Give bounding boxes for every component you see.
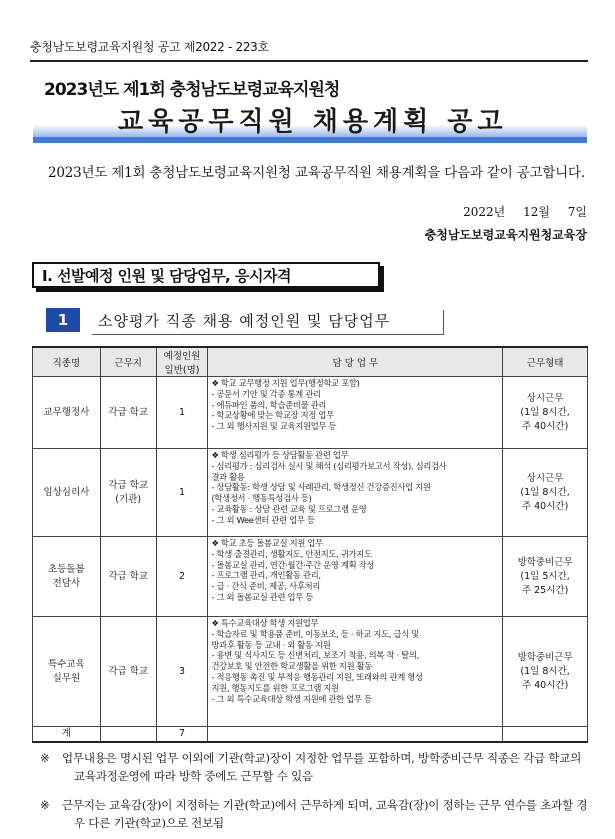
duty-line: - 에듀파인 품의, 학습준비물 관리 xyxy=(211,399,327,410)
header-rule xyxy=(30,60,588,62)
note-1-mark: ※ xyxy=(40,751,50,765)
total-count: 7 xyxy=(156,727,208,743)
cell-place: 각급 학교 xyxy=(100,537,156,617)
cell-count: 1 xyxy=(156,449,208,537)
note-2-text: 근무지는 교육감(장)이 지정하는 기관(학교)에서 근무하게 되며, 교육감(장)이 정하는 근무 연수를 초과할 경우 다른 기관(학교)으로 전보됨 xyxy=(62,798,588,830)
header-count-line2: 일반(명) xyxy=(164,365,200,376)
table-total-row xyxy=(33,727,588,743)
duty-line: - 학생 출결관리, 생활지도, 안전지도, 귀가지도 xyxy=(211,548,372,559)
subsection-heading: 소양평가 직종 채용 예정인원 및 담당업무 xyxy=(98,312,391,330)
cell-duty xyxy=(208,537,503,617)
intro-paragraph: 2023년도 제1회 충청남도보령교육지원청 교육공무직원 채용계획을 다음과 같이 공고합니다. xyxy=(48,165,585,181)
cell-job: 특수교육 실무원 xyxy=(33,617,101,727)
duty-line: - 그 외 행사지원 및 교육지원업무 등 xyxy=(211,421,337,432)
duty-line: - 용변 및 식사지도 등 신변처리, 보조기 착용, 의복 착 · 탈의, xyxy=(211,650,419,661)
document-number: 충청남도보령교육지원청 공고 제2022 - 223호 xyxy=(30,40,269,54)
total-empty-1 xyxy=(100,727,156,743)
note-1 xyxy=(40,749,588,785)
cell-form: 방학중비근무 (1일 5시간, 주 25시간) xyxy=(503,537,588,617)
subsection-divider xyxy=(443,310,444,335)
header-count xyxy=(156,347,208,377)
header-place: 근무지 xyxy=(100,347,156,377)
duty-line: - 공문서 기안 및 각종 통계 관리 xyxy=(211,388,321,399)
cell-count: 2 xyxy=(156,537,208,617)
cell-duty xyxy=(208,377,503,449)
total-empty-2 xyxy=(208,727,503,743)
total-empty-3 xyxy=(503,727,588,743)
cell-duty xyxy=(208,449,503,537)
duty-line: - 그 외 특수교육대상 학생 지원에 관한 업무 등 xyxy=(211,693,372,704)
duty-line: - 학습자료 및 학용품 준비, 이동보조, 등 · 하교 지도, 급식 및 xyxy=(211,628,419,639)
note-2 xyxy=(40,796,588,832)
table-row xyxy=(33,449,588,537)
duty-line: 결과 활용 xyxy=(211,471,245,482)
duty-line: - 상담활동: 학생 상담 및 사례관리, 학생정신 건강증진사업 지원 xyxy=(211,482,431,493)
duty-line: 지원, 행동지도를 위한 프로그램 지원 xyxy=(211,682,339,693)
recruitment-table xyxy=(32,346,588,743)
header-job: 직종명 xyxy=(33,347,101,377)
cell-job: 교무행정사 xyxy=(33,377,101,449)
cell-form: 방학중비근무 (1일 8시간, 주 40시간) xyxy=(503,617,588,727)
table-header-row xyxy=(33,347,588,377)
duty-line: - 심리평가 : 심리검사 실시 및 해석 (심리평가보고서 작성), 심리검사 xyxy=(211,460,447,471)
section-heading: Ⅰ. 선발예정 인원 및 담당업무, 응시자격 xyxy=(42,267,291,285)
total-label: 계 xyxy=(33,727,101,743)
duty-line: ❖ 학생 심리평가 등 상담활동 관련 업무 xyxy=(211,450,349,460)
issuer-name: 충청남도보령교육지원청교육장 xyxy=(424,228,587,242)
page-title: 교육공무직원 채용계획 공고 xyxy=(118,107,508,137)
header-form: 근무형태 xyxy=(503,347,588,377)
duty-line: ❖ 학교 교무행정 지원 업무(행정학교 포함) xyxy=(211,378,360,388)
cell-place: 각급 학교 xyxy=(100,617,156,727)
cell-form: 상시근무 (1일 8시간, 주 40시간) xyxy=(503,449,588,537)
cell-duty xyxy=(208,617,503,727)
cell-job: 임상심리사 xyxy=(33,449,101,537)
duty-line: - 돌봄교실 관리, 연간·월간·주간 운영 계획 작성 xyxy=(211,559,375,570)
table-row xyxy=(33,377,588,449)
duty-line: - 급 · 간식 준비, 제공, 사후처리 xyxy=(211,581,321,592)
duty-line: - 그 외 돌봄교실 관련 업무 등 xyxy=(211,591,314,602)
announcement-date: 2022년 12월 7일 xyxy=(463,205,587,219)
table-row xyxy=(33,617,588,727)
duty-line: 방과후 활동 등 교내 · 외 활동 지원 xyxy=(211,639,331,650)
cell-place: 각급 학교 (기관) xyxy=(100,449,156,537)
duty-line: ❖ 특수교육대상 학생 지원업무 xyxy=(211,618,319,628)
duty-line: 건강보호 및 안전한 학교생활을 위한 지원 활동 xyxy=(211,661,373,672)
duty-line: - 그 외 Wee센터 관련 업무 등 xyxy=(211,514,315,525)
cell-count: 3 xyxy=(156,617,208,727)
subsection-underline xyxy=(92,334,444,335)
header-count-line1: 예정인원 xyxy=(163,351,201,362)
duty-line: - 적응행동 촉진 및 부적응 행동관리 지원, 또래와의 관계 형성 xyxy=(211,671,423,682)
duty-line: ❖ 학교 초등 돌봄교실 지원 업무 xyxy=(211,538,323,548)
note-2-mark: ※ xyxy=(40,798,50,812)
subsection-number: 1 xyxy=(46,308,80,332)
duty-line: - 프로그램 관리, 개인활동 관리, xyxy=(211,570,321,581)
header-duty: 담 당 업 무 xyxy=(208,347,503,377)
cell-place: 각급 학교 xyxy=(100,377,156,449)
duty-line: - 학교상황에 맞는 학교장 지정 업무 xyxy=(211,410,334,421)
note-1-text: 업무내용은 명시된 업무 이외에 기관(학교)장이 지정한 업무를 포함하며, 방학중비근무 직종은 각급 학교의 교육과정운영에 따라 방학 중에도 근무할 수 있음 xyxy=(62,751,582,783)
table-row xyxy=(33,537,588,617)
cell-form: 상시근무 (1일 8시간, 주 40시간) xyxy=(503,377,588,449)
duty-line: - 교육활동 : 상담 관련 교육 및 프로그램 운영 xyxy=(211,503,367,514)
title-subheading: 2023년도 제1회 충청남도보령교육지원청 xyxy=(44,80,340,100)
cell-job: 초등돌봄 전담사 xyxy=(33,537,101,617)
duty-line: (학생정서 · 행동특성검사 등) xyxy=(211,493,312,504)
cell-count: 1 xyxy=(156,377,208,449)
